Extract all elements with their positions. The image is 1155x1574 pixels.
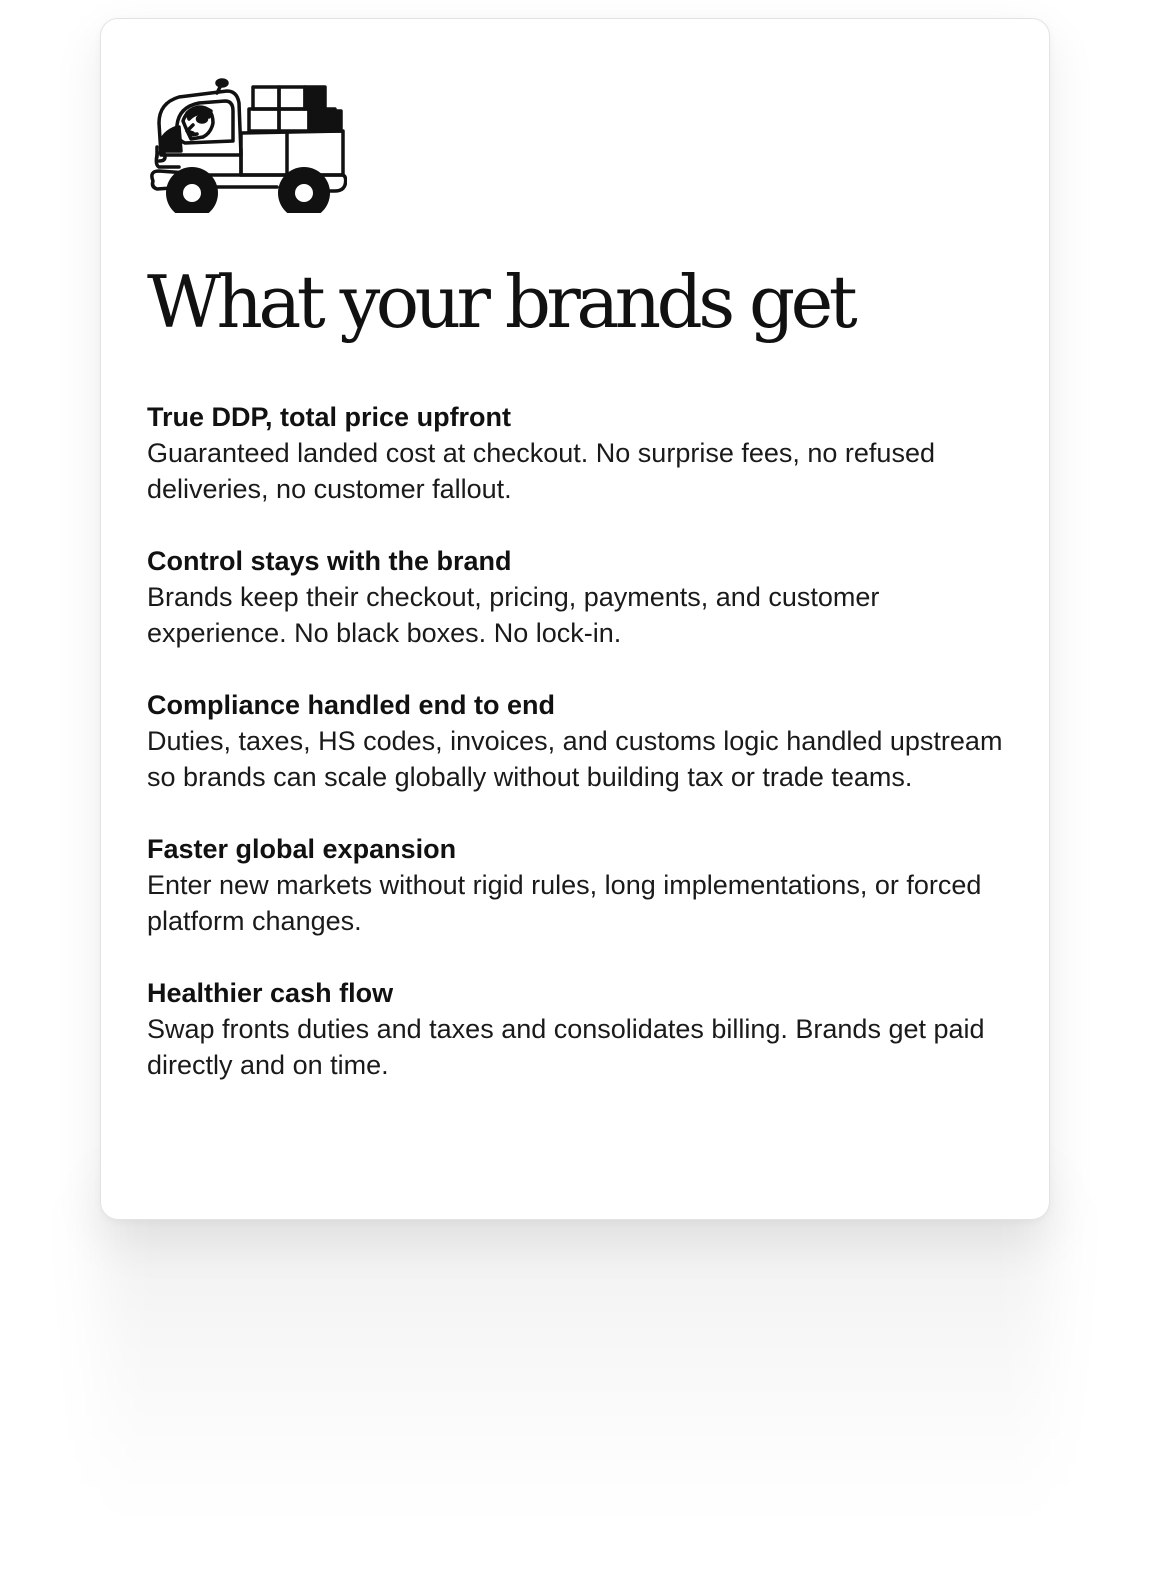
benefit-title: True DDP, total price upfront (147, 402, 512, 432)
benefit-title: Control stays with the brand (147, 546, 512, 576)
benefit-item-cash-flow (147, 975, 1017, 1083)
benefit-item-control (147, 543, 1017, 651)
benefit-title: Faster global expansion (147, 834, 457, 864)
card-shadow (100, 1180, 1050, 1520)
delivery-truck-icon (147, 63, 347, 213)
benefit-title: Healthier cash flow (147, 978, 394, 1008)
benefit-description: Enter new markets without rigid rules, long implementations, or forced platform changes. (147, 870, 982, 936)
benefit-description: Swap fronts duties and taxes and consolidates billing. Brands get paid directly and on time. (147, 1014, 985, 1080)
benefit-list (147, 399, 1017, 1119)
benefit-item-expansion (147, 831, 1017, 939)
benefit-item-compliance (147, 687, 1017, 795)
benefit-description: Guaranteed landed cost at checkout. No surprise fees, no refused deliveries, no customer fallout. (147, 438, 935, 504)
benefit-title: Compliance handled end to end (147, 690, 556, 720)
benefits-card (100, 18, 1050, 1220)
card-title: What your brands get (147, 260, 854, 344)
benefit-description: Brands keep their checkout, pricing, payments, and customer experience. No black boxes. No lock-in. (147, 582, 880, 648)
benefit-description: Duties, taxes, HS codes, invoices, and customs logic handled upstream so brands can scale globally without building tax or trade teams. (147, 726, 1003, 792)
benefit-item-ddp (147, 399, 1017, 507)
